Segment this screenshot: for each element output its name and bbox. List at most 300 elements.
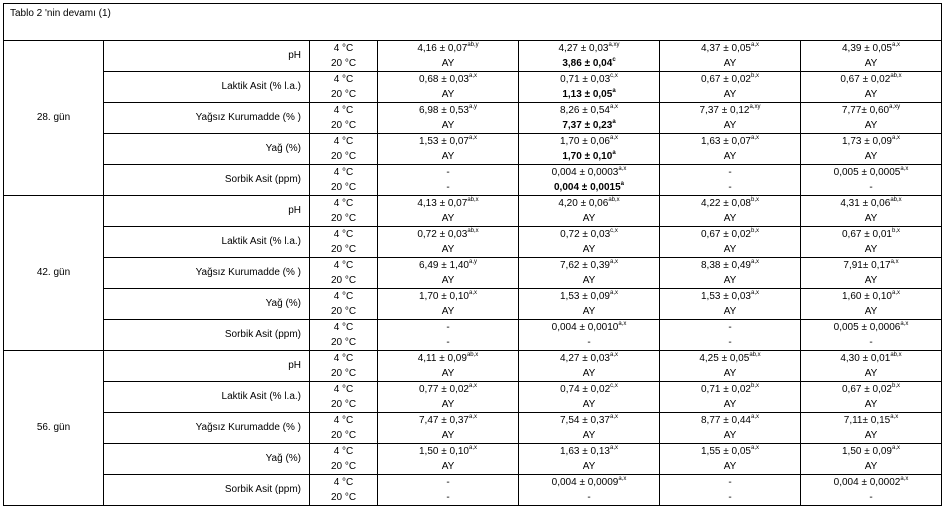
value-text: 7,77± 0,60: [841, 105, 890, 116]
significance-superscript: ab,x: [467, 197, 479, 203]
value-text: 0,71 ± 0,03: [560, 74, 611, 85]
value-text: -: [869, 492, 873, 503]
parameter-label: Yağsız Kurumadde (% ): [104, 103, 310, 134]
value-line: [378, 196, 518, 211]
value-line: [801, 366, 941, 381]
value-line: [519, 351, 659, 366]
value-text: 1,70 ± 0,10: [562, 151, 613, 162]
significance-superscript: a,x: [891, 42, 900, 48]
value-text: -: [446, 477, 450, 488]
value-line: [801, 273, 941, 288]
temperature-label: 20 °C: [330, 213, 357, 224]
value-text: 8,38 ± 0,49: [701, 260, 751, 271]
value-cell: [378, 165, 519, 196]
value-text: 1,63 ± 0,07: [701, 136, 751, 147]
value-line: [660, 227, 800, 242]
value-cell: [660, 289, 801, 320]
value-line: [519, 258, 659, 273]
significance-superscript: a,x: [891, 290, 900, 296]
value-text: AY: [864, 58, 878, 69]
value-text: -: [728, 322, 732, 333]
significance-superscript: a,x: [900, 166, 909, 172]
temperature-label: 4 °C: [333, 167, 354, 178]
value-text: 4,39 ± 0,05: [842, 43, 892, 54]
value-text: AY: [582, 306, 596, 317]
value-line: [378, 335, 518, 350]
value-cell: [660, 258, 801, 289]
value-text: AY: [582, 213, 596, 224]
value-line: [378, 41, 518, 56]
temperature-cell: [310, 196, 378, 227]
value-line: [378, 242, 518, 257]
value-text: 7,11± 0,15: [843, 415, 891, 426]
value-cell: [660, 41, 801, 72]
value-line: [660, 103, 800, 118]
value-cell: [519, 165, 660, 196]
value-text: 6,49 ± 1,40: [419, 260, 469, 271]
value-line: [519, 196, 659, 211]
value-text: AY: [723, 306, 737, 317]
significance-superscript: a,x: [750, 259, 759, 265]
table-row: [4, 227, 942, 258]
value-cell: [519, 320, 660, 351]
value-cell: [660, 196, 801, 227]
value-cell: [378, 134, 519, 165]
significance-superscript: ab,x: [608, 197, 620, 203]
table-row: [4, 258, 942, 289]
value-line: [801, 227, 941, 242]
data-table: [3, 3, 942, 506]
significance-superscript: a,x: [750, 290, 759, 296]
value-cell: [801, 258, 942, 289]
value-cell: [801, 41, 942, 72]
significance-superscript: a,x: [891, 445, 900, 451]
value-text: -: [728, 477, 732, 488]
value-line: [801, 41, 941, 56]
significance-superscript: b,x: [750, 383, 759, 389]
significance-superscript: a,x: [618, 476, 627, 482]
value-cell: [519, 444, 660, 475]
value-text: 7,37 ± 0,12: [699, 105, 750, 116]
temperature-label: 20 °C: [330, 337, 357, 348]
value-text: AY: [864, 306, 878, 317]
temperature-cell: [310, 72, 378, 103]
table-row: [4, 289, 942, 320]
value-text: AY: [723, 275, 737, 286]
value-line: [660, 211, 800, 226]
value-line: [519, 320, 659, 335]
value-text: 1,63 ± 0,13: [560, 446, 610, 457]
value-line: [660, 72, 800, 87]
significance-superscript: a,x: [609, 135, 618, 141]
value-text: 4,13 ± 0,07: [417, 198, 468, 209]
temperature-cell: [310, 103, 378, 134]
value-text: -: [728, 167, 732, 178]
value-text: -: [587, 337, 591, 348]
temperature-cell: [310, 413, 378, 444]
value-text: 7,37 ± 0,23: [562, 120, 613, 131]
value-line: [378, 211, 518, 226]
value-text: -: [446, 182, 450, 193]
temperature-label: 4 °C: [333, 260, 354, 271]
value-text: 6,98 ± 0,53: [419, 105, 469, 116]
significance-superscript: ab,x: [467, 228, 479, 234]
value-line: [801, 149, 941, 164]
value-text: 0,77 ± 0,02: [419, 384, 469, 395]
value-cell: [519, 413, 660, 444]
value-line: [378, 428, 518, 443]
significance-superscript: ab,x: [466, 352, 479, 358]
value-line: [519, 41, 659, 56]
value-cell: [660, 134, 801, 165]
significance-superscript: a,x: [618, 321, 627, 327]
value-text: AY: [441, 430, 455, 441]
temperature-label: 4 °C: [333, 353, 354, 364]
temperature-label: 4 °C: [333, 74, 354, 85]
value-text: AY: [864, 120, 878, 131]
value-cell: [519, 134, 660, 165]
table-row: [4, 41, 942, 72]
value-line: [660, 351, 800, 366]
significance-superscript: a,x: [891, 135, 900, 141]
value-cell: [378, 351, 519, 382]
value-cell: [660, 227, 801, 258]
value-line: [519, 490, 659, 505]
table-row: [4, 196, 942, 227]
value-text: AY: [441, 58, 455, 69]
value-line: [801, 165, 941, 180]
temperature-label: 4 °C: [333, 136, 354, 147]
value-line: [660, 289, 800, 304]
significance-superscript: a,x: [750, 42, 759, 48]
temperature-label: 20 °C: [330, 58, 357, 69]
parameter-label: Yağ (%): [104, 444, 310, 475]
temperature-label: 20 °C: [330, 182, 357, 193]
value-line: [378, 149, 518, 164]
value-line: [378, 444, 518, 459]
temperature-label: 4 °C: [333, 291, 354, 302]
value-text: AY: [864, 151, 878, 162]
temperature-cell: [310, 41, 378, 72]
value-text: 0,72 ± 0,03: [417, 229, 468, 240]
value-line: [519, 134, 659, 149]
value-line: [801, 397, 941, 412]
value-text: 1,53 ± 0,09: [560, 291, 610, 302]
value-line: [801, 211, 941, 226]
temperature-label: 4 °C: [333, 446, 354, 457]
table-row: [4, 103, 942, 134]
table-row: [4, 475, 942, 506]
value-line: [801, 459, 941, 474]
temperature-label: 20 °C: [330, 275, 357, 286]
value-line: [801, 134, 941, 149]
significance-superscript: b,x: [750, 197, 759, 203]
value-line: [660, 180, 800, 195]
value-line: [801, 72, 941, 87]
value-cell: [801, 196, 942, 227]
value-cell: [519, 41, 660, 72]
value-text: -: [446, 167, 450, 178]
significance-superscript: a,x: [468, 290, 477, 296]
value-text: AY: [864, 430, 878, 441]
parameter-label: Laktik Asit (% l.a.): [104, 227, 310, 258]
value-line: [660, 366, 800, 381]
table-row: [4, 444, 942, 475]
value-line: [801, 180, 941, 195]
value-text: AY: [723, 213, 737, 224]
value-line: [519, 149, 659, 164]
table-row: [4, 165, 942, 196]
significance-superscript: c,x: [610, 73, 618, 79]
value-text: 1,55 ± 0,05: [701, 446, 751, 457]
value-cell: [660, 382, 801, 413]
temperature-label: 20 °C: [330, 492, 357, 503]
value-text: 0,004 ± 0,0010: [551, 322, 619, 333]
significance-superscript: a,x: [900, 321, 909, 327]
value-text: AY: [864, 461, 878, 472]
value-text: -: [446, 322, 450, 333]
temperature-label: 20 °C: [330, 89, 357, 100]
table-row: [4, 134, 942, 165]
value-text: AY: [723, 151, 737, 162]
value-line: [519, 289, 659, 304]
significance-superscript: a,x: [618, 166, 627, 172]
value-text: -: [869, 337, 873, 348]
value-cell: [801, 72, 942, 103]
significance-superscript: ab,y: [467, 42, 479, 48]
value-text: 0,004 ± 0,0009: [551, 477, 619, 488]
value-text: 4,27 ± 0,03: [558, 43, 609, 54]
day-label: 42. gün: [4, 196, 104, 351]
value-line: [378, 56, 518, 71]
value-text: AY: [441, 151, 455, 162]
temperature-cell: [310, 444, 378, 475]
temperature-label: 4 °C: [333, 415, 354, 426]
value-text: 1,70 ± 0,10: [419, 291, 469, 302]
value-line: [801, 413, 941, 428]
value-text: AY: [441, 120, 455, 131]
value-text: 0,004 ± 0,0002: [833, 477, 901, 488]
value-text: 0,67 ± 0,02: [701, 229, 751, 240]
value-text: 0,005 ± 0,0006: [833, 322, 901, 333]
value-cell: [519, 72, 660, 103]
value-line: [660, 444, 800, 459]
value-text: AY: [582, 399, 596, 410]
temperature-label: 4 °C: [333, 198, 354, 209]
value-cell: [660, 444, 801, 475]
value-text: 0,67 ± 0,02: [842, 384, 892, 395]
value-line: [378, 397, 518, 412]
value-text: 1,53 ± 0,07: [419, 136, 469, 147]
value-cell: [801, 413, 942, 444]
significance-superscript: a,x: [750, 135, 759, 141]
value-line: [378, 134, 518, 149]
value-cell: [801, 227, 942, 258]
value-line: [519, 382, 659, 397]
value-line: [801, 56, 941, 71]
significance-superscript: a: [612, 119, 616, 125]
temperature-label: 20 °C: [330, 461, 357, 472]
parameter-label: Laktik Asit (% l.a.): [104, 382, 310, 413]
value-cell: [519, 475, 660, 506]
value-text: AY: [723, 430, 737, 441]
value-line: [378, 289, 518, 304]
temperature-label: 20 °C: [330, 120, 357, 131]
value-line: [378, 103, 518, 118]
significance-superscript: c: [612, 57, 616, 63]
value-text: -: [446, 337, 450, 348]
value-text: 4,37 ± 0,05: [701, 43, 751, 54]
value-line: [660, 475, 800, 490]
table-row: [4, 413, 942, 444]
value-text: 4,25 ± 0,05: [699, 353, 750, 364]
value-line: [660, 87, 800, 102]
value-line: [378, 180, 518, 195]
value-text: AY: [441, 213, 455, 224]
value-text: -: [446, 492, 450, 503]
value-cell: [378, 320, 519, 351]
significance-superscript: a,x: [890, 414, 899, 420]
value-line: [660, 428, 800, 443]
value-line: [660, 134, 800, 149]
value-line: [660, 242, 800, 257]
value-cell: [378, 444, 519, 475]
value-line: [660, 118, 800, 133]
temperature-label: 4 °C: [333, 43, 354, 54]
significance-superscript: a,y: [468, 104, 477, 110]
value-text: AY: [723, 89, 737, 100]
value-text: 7,91± 0,17: [843, 260, 891, 271]
value-line: [519, 211, 659, 226]
significance-superscript: a,x: [890, 259, 899, 265]
significance-superscript: a,x: [609, 290, 618, 296]
temperature-label: 4 °C: [333, 384, 354, 395]
value-cell: [378, 475, 519, 506]
significance-superscript: a,y: [468, 259, 477, 265]
temperature-label: 20 °C: [330, 399, 357, 410]
value-text: 1,50 ± 0,09: [842, 446, 892, 457]
value-line: [378, 258, 518, 273]
value-line: [519, 444, 659, 459]
temperature-label: 4 °C: [333, 477, 354, 488]
value-cell: [378, 413, 519, 444]
value-cell: [801, 134, 942, 165]
significance-superscript: ab,x: [890, 73, 902, 79]
significance-superscript: b,x: [891, 383, 900, 389]
parameter-label: Yağsız Kurumadde (% ): [104, 258, 310, 289]
value-line: [660, 56, 800, 71]
temperature-label: 4 °C: [333, 322, 354, 333]
value-line: [519, 180, 659, 195]
value-text: AY: [723, 368, 737, 379]
value-text: AY: [441, 89, 455, 100]
value-text: AY: [723, 244, 737, 255]
value-line: [801, 490, 941, 505]
value-line: [378, 366, 518, 381]
significance-superscript: a,x: [750, 445, 759, 451]
value-cell: [378, 196, 519, 227]
value-line: [519, 335, 659, 350]
significance-superscript: a,x: [609, 352, 618, 358]
value-text: -: [728, 337, 732, 348]
value-line: [378, 459, 518, 474]
value-text: AY: [864, 368, 878, 379]
value-text: AY: [441, 399, 455, 410]
value-text: -: [728, 492, 732, 503]
value-text: 4,22 ± 0,08: [701, 198, 751, 209]
value-text: 0,74 ± 0,02: [560, 384, 611, 395]
value-cell: [660, 475, 801, 506]
value-text: AY: [441, 275, 455, 286]
day-label: 28. gün: [4, 41, 104, 196]
significance-superscript: a,x: [468, 73, 477, 79]
significance-superscript: a,x: [900, 476, 909, 482]
value-text: 7,47 ± 0,37: [419, 415, 469, 426]
significance-superscript: a,xy: [608, 42, 620, 48]
temperature-label: 20 °C: [330, 430, 357, 441]
value-text: AY: [864, 244, 878, 255]
value-text: AY: [582, 368, 596, 379]
significance-superscript: ab,x: [749, 352, 761, 358]
value-text: AY: [723, 399, 737, 410]
value-line: [378, 382, 518, 397]
parameter-label: Yağ (%): [104, 134, 310, 165]
temperature-cell: [310, 289, 378, 320]
value-text: AY: [582, 275, 596, 286]
parameter-label: Sorbik Asit (ppm): [104, 320, 310, 351]
significance-superscript: ab,x: [890, 197, 902, 203]
value-cell: [519, 196, 660, 227]
value-cell: [801, 320, 942, 351]
value-line: [519, 103, 659, 118]
value-cell: [801, 103, 942, 134]
value-text: 4,20 ± 0,06: [558, 198, 609, 209]
value-cell: [378, 258, 519, 289]
value-text: 3,86 ± 0,04: [562, 58, 613, 69]
value-line: [519, 87, 659, 102]
value-text: AY: [864, 275, 878, 286]
value-text: 8,77 ± 0,44: [701, 415, 751, 426]
value-line: [378, 273, 518, 288]
temperature-label: 4 °C: [333, 105, 354, 116]
value-text: -: [587, 492, 591, 503]
value-text: 7,54 ± 0,37: [560, 415, 610, 426]
value-cell: [660, 320, 801, 351]
temperature-cell: [310, 475, 378, 506]
value-cell: [378, 227, 519, 258]
significance-superscript: a,x: [609, 104, 618, 110]
significance-superscript: b,x: [750, 73, 759, 79]
value-line: [378, 490, 518, 505]
value-line: [519, 397, 659, 412]
value-line: [660, 459, 800, 474]
parameter-label: Laktik Asit (% l.a.): [104, 72, 310, 103]
significance-superscript: a: [612, 150, 616, 156]
value-text: AY: [864, 399, 878, 410]
value-line: [801, 382, 941, 397]
value-text: 0,72 ± 0,03: [560, 229, 611, 240]
significance-superscript: a: [612, 88, 616, 94]
value-line: [801, 103, 941, 118]
value-line: [660, 304, 800, 319]
value-text: 4,31 ± 0,06: [840, 198, 891, 209]
value-line: [660, 382, 800, 397]
temperature-cell: [310, 351, 378, 382]
value-text: 0,67 ± 0,02: [701, 74, 751, 85]
value-cell: [660, 103, 801, 134]
parameter-label: pH: [104, 41, 310, 72]
value-line: [660, 258, 800, 273]
